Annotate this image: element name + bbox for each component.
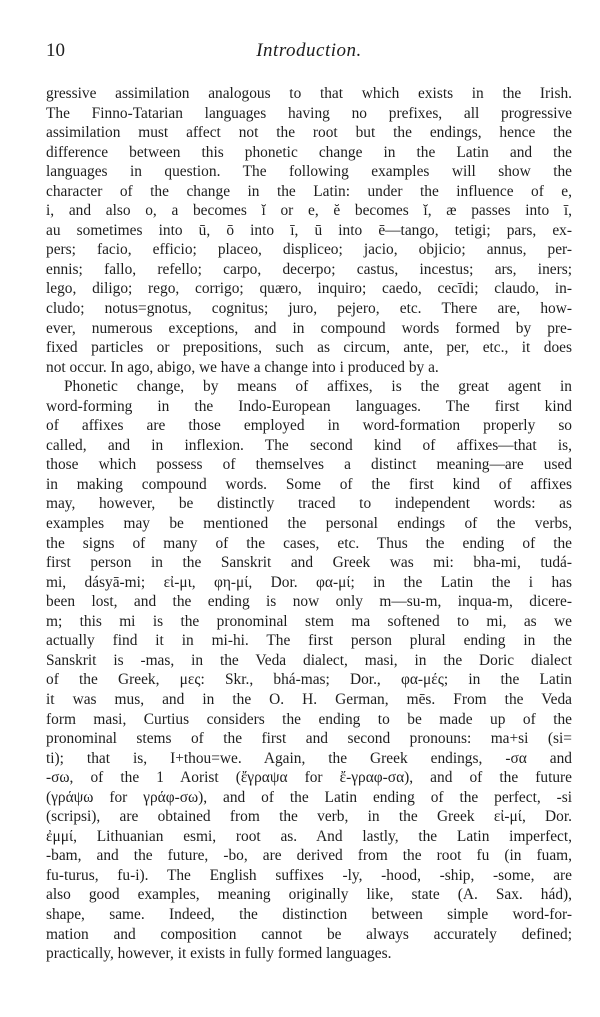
running-head: Introduction.	[256, 40, 362, 61]
text-line: mation and composition cannot be always accurately defined;	[46, 925, 572, 943]
text-line: word-forming in the Indo-European languages. The first kind	[46, 397, 572, 415]
body-text	[46, 84, 572, 964]
text-line: in making compound words. Some of the first kind of affixes	[46, 475, 572, 493]
text-line: pronominal stems of the first and second pronouns: ma+si (si=	[46, 730, 572, 748]
text-line: The Finno-Tatarian languages having no prefixes, all progressive	[46, 104, 572, 122]
text-line: cludo; notus=gnotus, cognitus; juro, pejero, etc. There are, how-	[46, 300, 572, 318]
text-line: shape, same. Indeed, the distinction between simple word-for-	[46, 905, 572, 923]
text-line: au sometimes into ū, ō into ī, ū into ē—tango, tetigi; pars, ex-	[46, 221, 572, 239]
text-line: (γράψω for γράφ-σω), and of the Latin ending of the perfect, -si	[46, 788, 572, 806]
text-line: ever, numerous exceptions, and in compound words formed by pre-	[46, 319, 572, 337]
text-line: character of the change in the Latin: under the influence of e,	[46, 182, 572, 200]
text-line: Phonetic change, by means of affixes, is the great agent in	[64, 378, 572, 396]
text-line: the signs of many of the cases, etc. Thus the ending of the	[46, 534, 572, 552]
text-line: may, however, be distinctly traced to independent words: as	[46, 495, 572, 513]
text-line: languages in question. The following examples will show the	[46, 163, 572, 181]
text-line: gressive assimilation analogous to that which exists in the Irish.	[46, 85, 572, 102]
text-line: assimilation must affect not the root but the endings, hence the	[46, 124, 572, 142]
text-line: ti); that is, I+thou=we. Again, the Greek endings, -σα and	[46, 749, 572, 767]
text-line: ἐμμί, Lithuanian esmi, root as. And lastly, the Latin imperfect,	[46, 827, 572, 845]
text-line: (scripsi), are obtained from the verb, in the Greek εἰ-μί, Dor.	[46, 808, 572, 826]
book-page	[46, 40, 572, 964]
text-line: it was mus, and in the O. H. German, mēs. From the Veda	[46, 690, 572, 708]
page-header	[46, 40, 572, 70]
text-line: called, and in inflexion. The second kind of affixes—that is,	[46, 436, 572, 454]
page-number: 10	[46, 40, 65, 61]
text-line: difference between this phonetic change in the Latin and the	[46, 143, 572, 161]
text-line: also good examples, meaning originally like, state (A. Sax. hád),	[46, 886, 572, 904]
text-line: of the Greek, μες: Skr., bhá-mas; Dor., φα-μές; in the Latin	[46, 671, 572, 689]
text-line: practically, however, it exists in fully formed languages.	[46, 945, 392, 963]
text-line: those which possess of themselves a distinct meaning—are used	[46, 456, 572, 474]
text-line: been lost, and the ending is now only m—su-m, inqua-m, dicere-	[46, 593, 572, 611]
text-line: form masi, Curtius considers the ending to be made up of the	[46, 710, 572, 728]
text-line: mi, dásyā-mi; εἰ-μι, φη-μί, Dor. φα-μί; in the Latin the i has	[46, 573, 572, 591]
text-line: -σω, of the 1 Aorist (ἔγραψα for ἔ-γραφ-σα), and of the future	[46, 769, 572, 787]
text-line: m; this mi is the pronominal stem ma softened to mi, as we	[46, 612, 572, 630]
text-line: ennis; fallo, refello; carpo, decerpo; castus, incestus; ars, iners;	[46, 260, 572, 278]
text-line: fu-turus, fu-i). The English suffixes -ly, -hood, -ship, -some, are	[46, 866, 572, 884]
text-line: -bam, and the future, -bo, are derived from the root fu (in fuam,	[46, 847, 572, 865]
text-line: i, and also o, a becomes ĭ or e, ĕ becomes ĭ, æ passes into ī,	[46, 202, 572, 220]
text-line: actually find it in mi-hi. The first person plural ending in the	[46, 632, 572, 650]
text-line: Sanskrit is -mas, in the Veda dialect, masi, in the Doric dialect	[46, 651, 572, 669]
text-line: of affixes are those employed in word-formation properly so	[46, 417, 572, 435]
text-line: fixed particles or prepositions, such as circum, ante, per, etc., it does	[46, 339, 572, 357]
text-line: lego, diligo; rego, corrigo; quæro, inquiro; caedo, cecīdi; claudo, in-	[46, 280, 572, 298]
text-line: not occur. In ago, abigo, we have a change into i produced by a.	[46, 358, 439, 376]
text-line: examples may be mentioned the personal endings of the verbs,	[46, 515, 572, 533]
text-line: first person in the Sanskrit and Greek was mi: bha-mi, tudá-	[46, 554, 572, 572]
text-line: pers; facio, efficio; placeo, displiceo; jacio, objicio; annus, per-	[46, 241, 572, 259]
